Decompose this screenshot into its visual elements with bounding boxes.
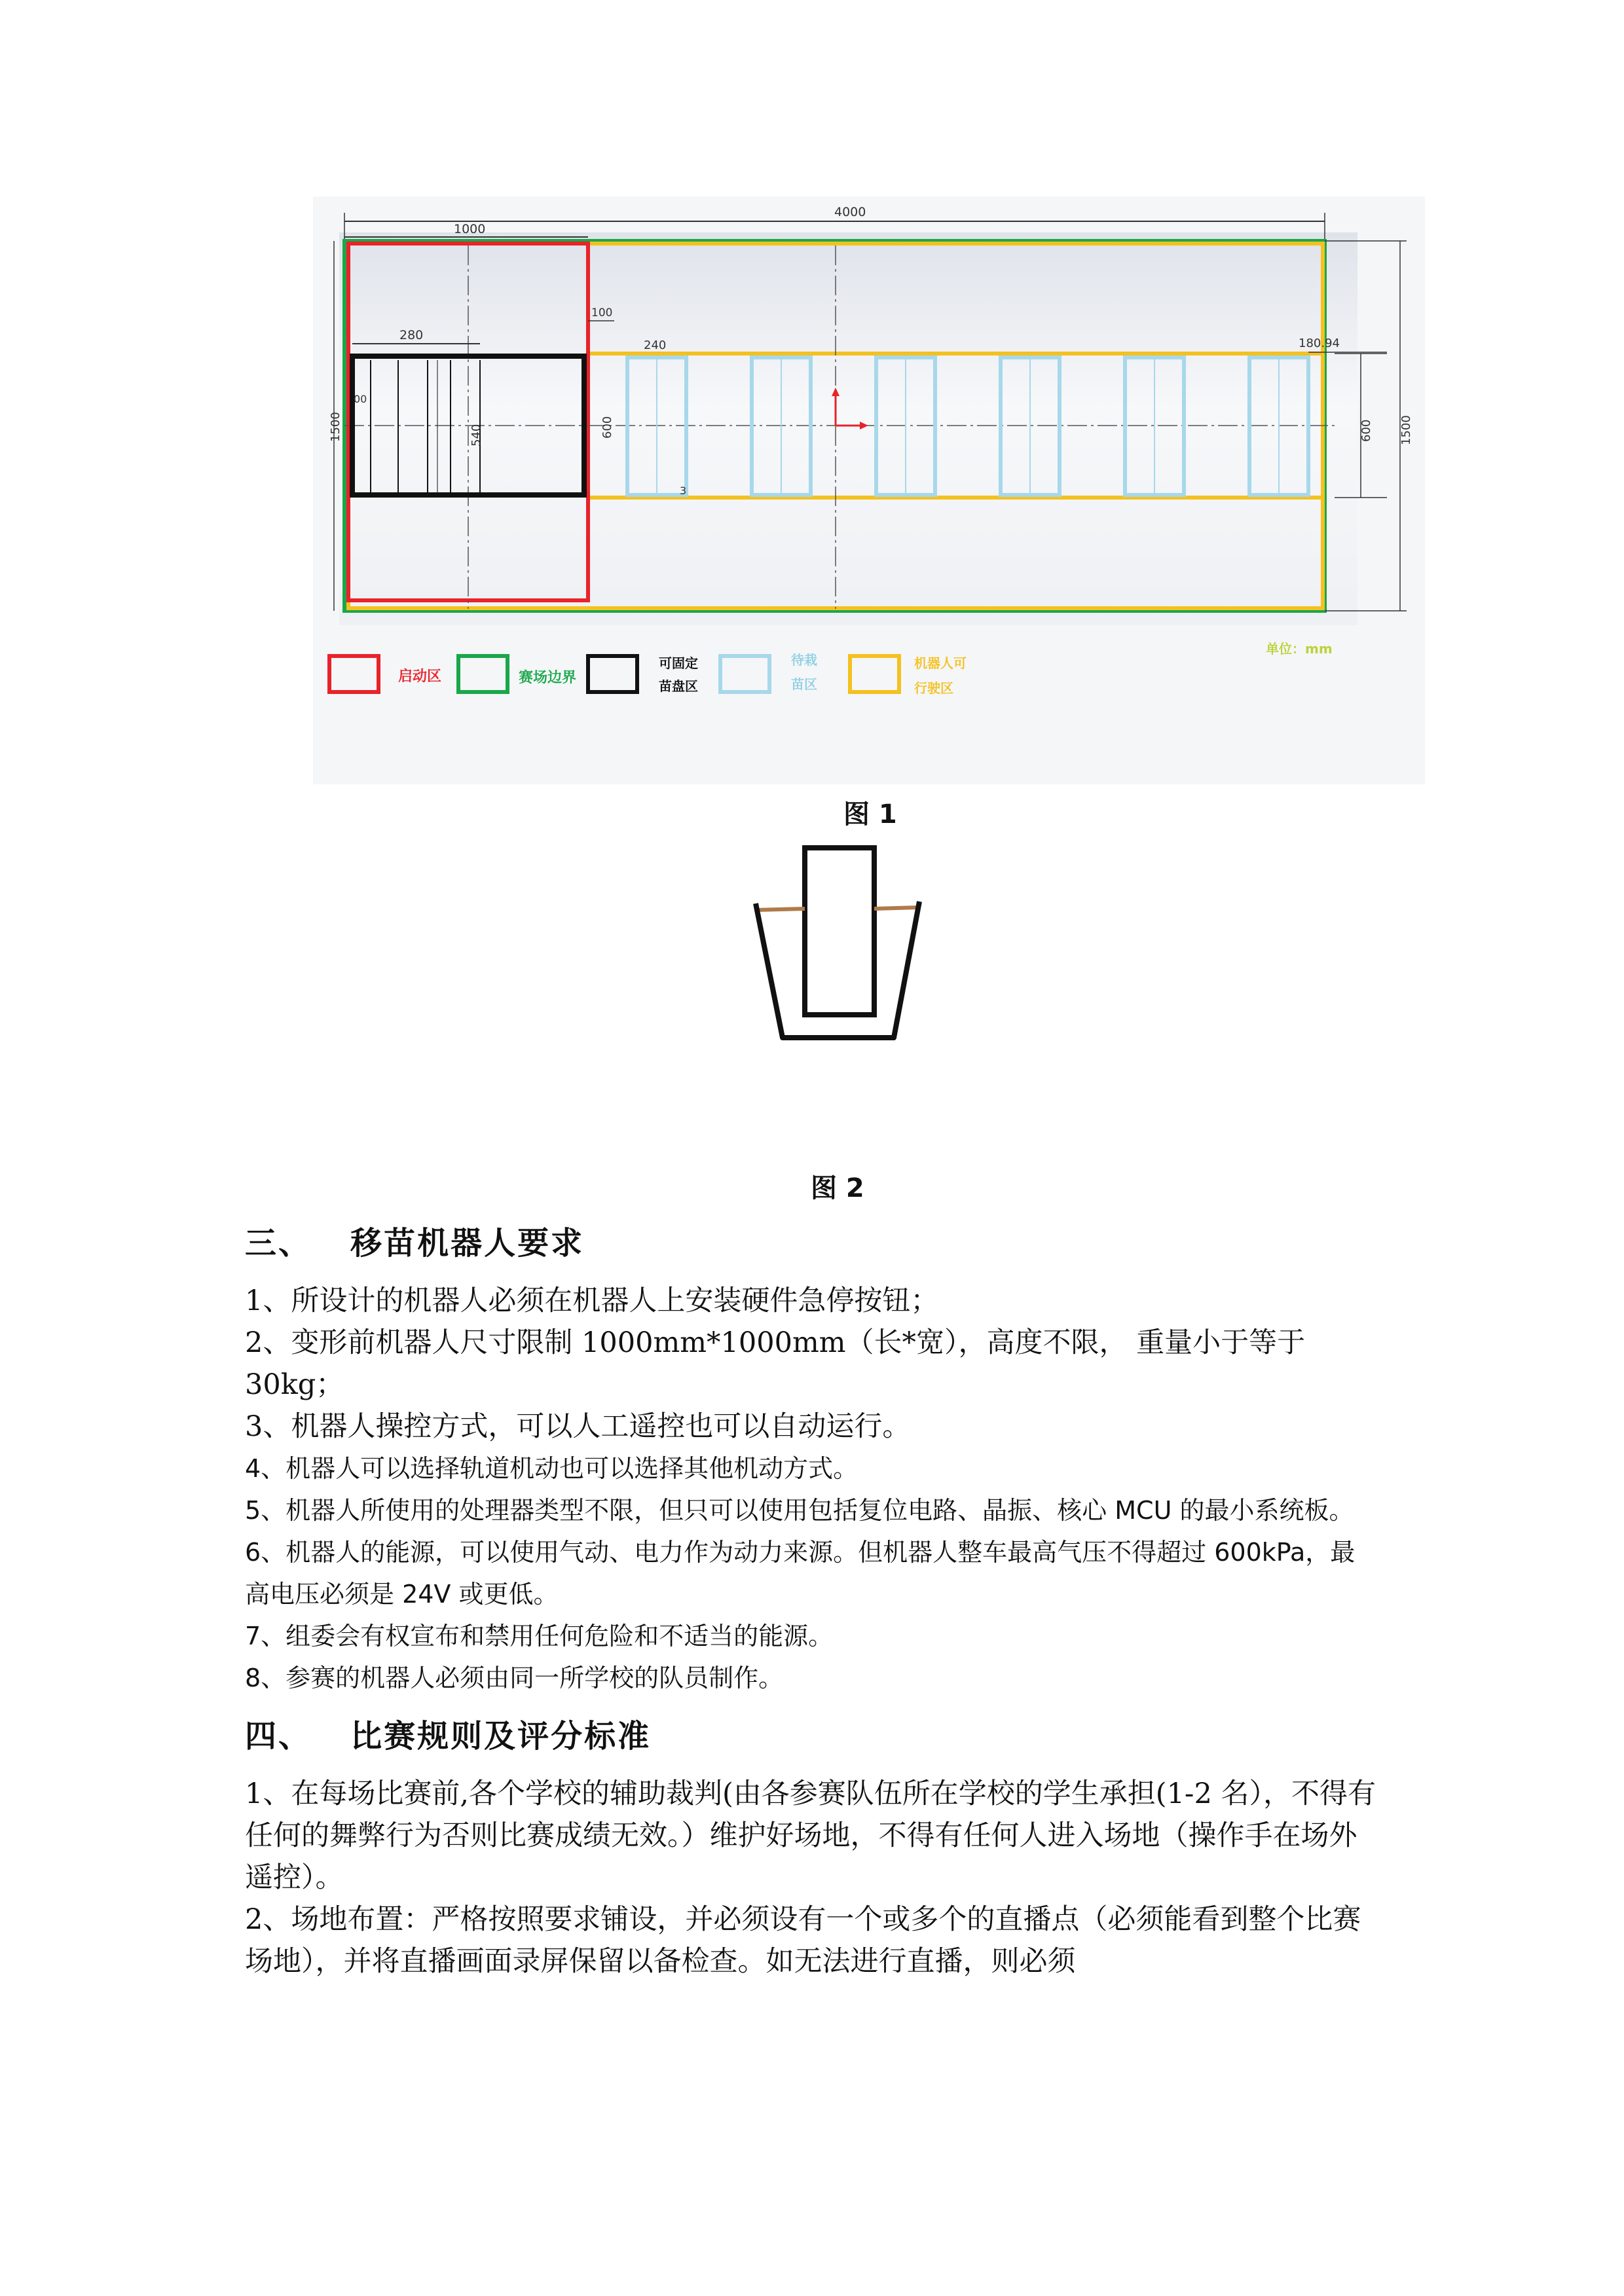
- dim-small-3: 3: [680, 484, 687, 497]
- section3-item-4: 4、机器人可以选择轨道机动也可以选择其他机动方式。: [245, 1454, 858, 1483]
- dim-overall-length: 4000: [834, 205, 866, 219]
- section3-item-8: 8、参赛的机器人必须由同一所学校的队员制作。: [245, 1664, 784, 1692]
- legend-unit: 单位：mm: [1266, 641, 1333, 657]
- seedling-pot-diagram: [747, 841, 930, 1064]
- section3-item-2: 2、变形前机器人尺寸限制 1000mm*1000mm（长*宽），高度不限， 重量小于等于 30kg；: [245, 1326, 1306, 1401]
- dim-start-width: 1000: [454, 222, 486, 236]
- section3-item-6: 6、机器人的能源，可以使用气动、电力作为动力来源。但机器人整车最高气压不得超过 600kPa，最高电压必须是 24V 或更低。: [245, 1538, 1356, 1609]
- section4-item-2: 2、场地布置：严格按照要求铺设，并必须设有一个或多个的直播点（必须能看到整个比赛场地），并将直播画面录屏保留以备检查。如无法进行直播，则必须: [245, 1903, 1361, 1978]
- legend-tray-line1: 可固定: [659, 655, 698, 671]
- dim-gap: 100: [591, 306, 613, 319]
- document-body: [245, 1218, 1378, 1982]
- figure1-caption: 图 1: [843, 799, 897, 829]
- dim-tray-height: 600: [600, 416, 614, 439]
- field-layout-diagram: [313, 196, 1425, 784]
- dim-seedling-width: 240: [644, 338, 667, 352]
- section3-item-1: 1、所设计的机器人必须在机器人上安装硬件急停按钮；: [245, 1285, 939, 1317]
- legend-planting-line1: 待栽: [791, 652, 817, 668]
- section3-heading: 三、 移苗机器人要求: [245, 1225, 585, 1262]
- legend-boundary: 赛场边界: [519, 670, 577, 686]
- legend-travel-line1: 机器人可: [914, 655, 967, 671]
- dim-right-1500: 1500: [1399, 415, 1413, 445]
- section4-item-1: 1、在每场比赛前,各个学校的辅助裁判(由各参赛队伍所在学校的学生承担(1-2 名），不得有任何的舞弊行为否则比赛成绩无效。）维护好场地，不得有任何人进入场地（操作手在场外遥控）。: [245, 1777, 1376, 1894]
- dim-small-100: 00: [354, 393, 367, 405]
- section3-item-3: 3、机器人操控方式，可以人工遥控也可以自动运行。: [245, 1410, 911, 1443]
- section3-item-5: 5、机器人所使用的处理器类型不限，但只可以使用包括复位电路、晶振、核心 MCU 的最小系统板。: [245, 1496, 1354, 1525]
- dim-tray-width: 280: [399, 328, 424, 342]
- dim-right-600: 600: [1359, 419, 1373, 442]
- legend-planting-line2: 苗区: [791, 676, 817, 692]
- dim-offset-right: 180.94: [1299, 337, 1340, 350]
- section4-heading: 四、 比赛规则及评分标准: [245, 1718, 652, 1755]
- figure2-caption: 图 2: [811, 1173, 864, 1203]
- dim-tray-inner: 540: [470, 424, 483, 446]
- dim-left-height: 1500: [329, 412, 342, 442]
- legend-travel-line2: 行驶区: [914, 680, 953, 696]
- legend-start-zone: 启动区: [398, 668, 442, 685]
- legend-tray-line2: 苗盘区: [659, 678, 698, 694]
- section3-item-7: 7、组委会有权宣布和禁用任何危险和不适当的能源。: [245, 1622, 834, 1650]
